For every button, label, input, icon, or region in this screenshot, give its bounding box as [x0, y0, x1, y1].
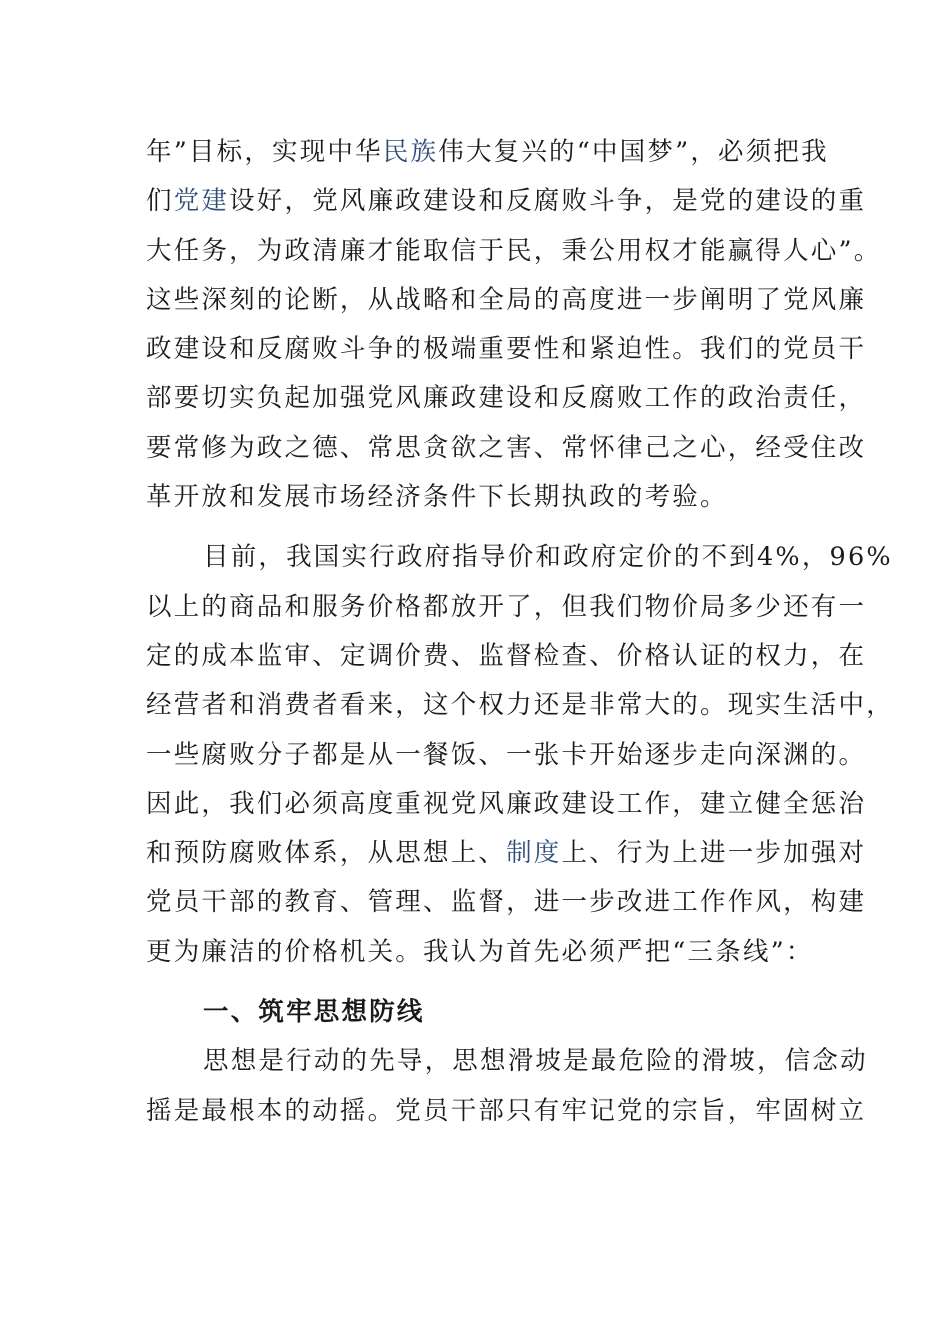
paragraph-3	[146, 1037, 868, 1136]
paragraph-2-line-1: 目前，我国实行政府指导价和政府定价的不到4%，96%	[203, 542, 893, 573]
paragraph-1-line-5: 政建设和反腐败斗争的极端重要性和紧迫性。我们的党员干	[146, 334, 867, 365]
paragraph-2-line-6: 因此，我们必须高度重视党风廉政建设工作，建立健全惩治	[146, 788, 867, 819]
link-minzu[interactable]: 民族	[382, 137, 439, 167]
paragraph-1-line-3: 大任务，为政清廉才能取信于民，秉公用权才能赢得人心”。	[146, 235, 882, 266]
paragraph-1-line-6: 部要切实负起加强党风廉政建设和反腐败工作的政治责任，	[146, 383, 867, 414]
document-body	[146, 128, 894, 1136]
paragraph-1-line-1	[146, 128, 829, 177]
paragraph-1-line-8: 革开放和发展市场经济条件下长期执政的考验。	[146, 482, 728, 513]
text-segment: 上、行为上进一步加强对	[561, 838, 867, 869]
paragraph-1-line-7: 要常修为政之德、常思贪欲之害、常怀律己之心，经受住改	[146, 432, 867, 463]
paragraph-2-line-4: 经营者和消费者看来，这个权力还是非常大的。现实生活中，	[146, 690, 894, 721]
paragraph-2-line-2: 以上的商品和服务价格都放开了，但我们物价局多少还有一	[146, 591, 867, 622]
text-segment: 设好，党风廉政建设和反腐败斗争，是党的建设的重	[229, 186, 867, 217]
paragraph-1-line-2	[146, 177, 867, 226]
paragraph-1	[146, 128, 882, 522]
paragraph-3-line-1: 思想是行动的先导，思想滑坡是最危险的滑坡，信念动	[203, 1046, 868, 1077]
paragraph-2-line-3: 定的成本监审、定调价费、监督检查、价格认证的权力，在	[146, 640, 867, 671]
paragraph-2-line-9: 更为廉洁的价格机关。我认为首先必须严把“三条线”：	[146, 936, 814, 967]
paragraph-2-line-5: 一些腐败分子都是从一餐饭、一张卡开始逐步走向深渊的。	[146, 739, 867, 770]
link-zhidu[interactable]: 制度	[506, 838, 562, 869]
paragraph-1-line-4: 这些深刻的论断，从战略和全局的高度进一步阐明了党风廉	[146, 284, 867, 315]
section-heading: 一、筑牢思想防线	[203, 997, 425, 1028]
paragraph-2-line-7	[146, 829, 867, 878]
paragraph-3-line-2: 摇是最根本的动摇。党员干部只有牢记党的宗旨，牢固树立	[146, 1095, 867, 1126]
paragraph-2-line-8: 党员干部的教育、管理、监督，进一步改进工作作风，构建	[146, 887, 867, 918]
text-segment: 们	[146, 186, 174, 217]
link-dangjian[interactable]: 党建	[173, 186, 230, 217]
text-segment: 年”目标，实现中华	[146, 137, 383, 167]
text-segment: 伟大复兴的“中国梦”，必须把我	[438, 137, 829, 167]
paragraph-2	[146, 533, 894, 977]
text-segment: 和预防腐败体系，从思想上、	[146, 838, 507, 869]
